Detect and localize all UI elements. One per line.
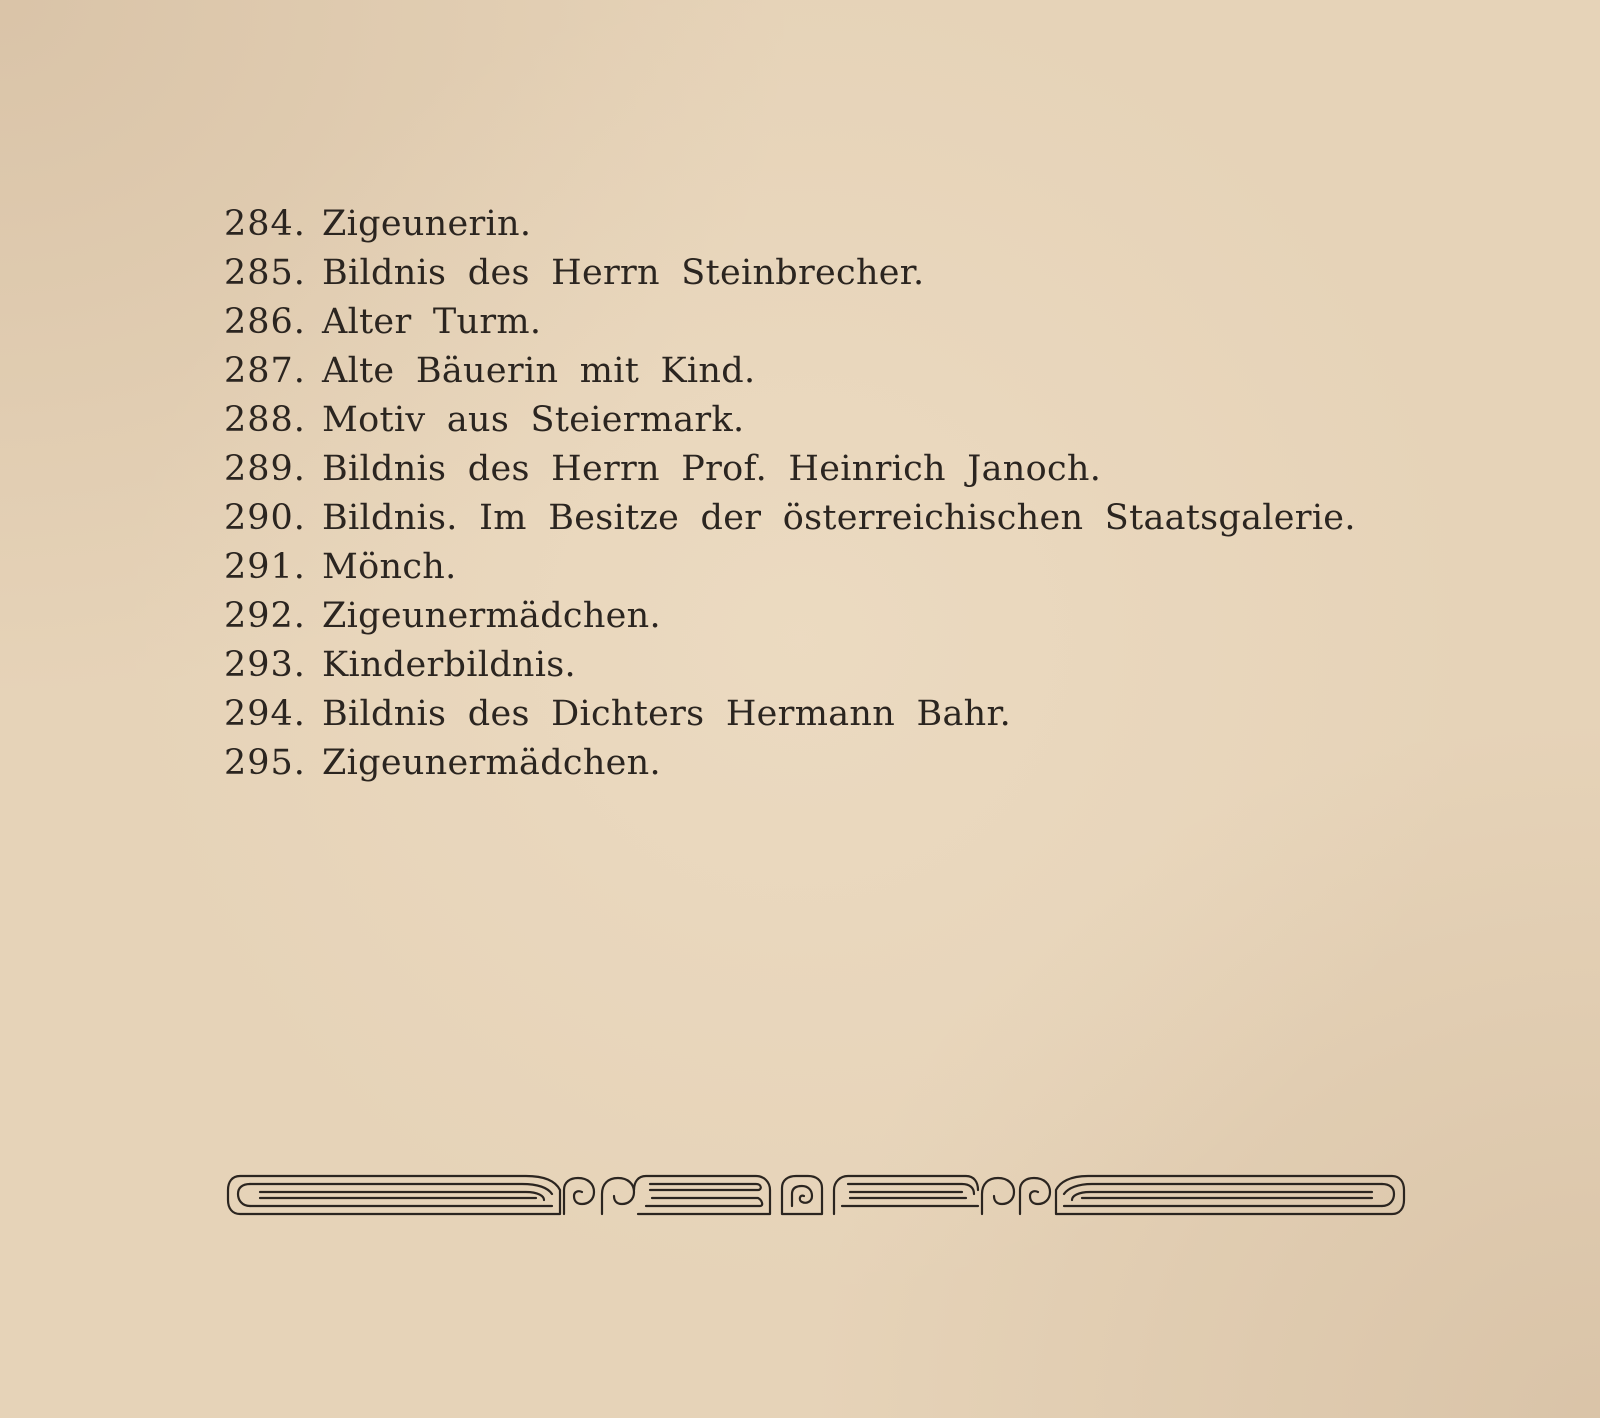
entry-number: 287.: [224, 351, 306, 391]
catalog-entry: [224, 543, 1356, 592]
entry-number: 286.: [224, 302, 306, 342]
entry-title: Zigeunermädchen.: [322, 596, 661, 636]
entry-number: 294.: [224, 694, 306, 734]
catalog-entry: [224, 739, 1356, 788]
entry-number: 285.: [224, 253, 306, 293]
catalog-entry: [224, 690, 1356, 739]
entry-title: Alter Turm.: [322, 302, 542, 342]
entry-number: 292.: [224, 596, 306, 636]
entry-title: Alte Bäuerin mit Kind.: [322, 351, 756, 391]
entry-number: 291.: [224, 547, 306, 587]
entry-title: Bildnis des Herrn Prof. Heinrich Janoch.: [322, 449, 1102, 489]
catalog-entry: [224, 445, 1356, 494]
entry-number: 295.: [224, 743, 306, 783]
entry-title: Bildnis des Herrn Steinbrecher.: [322, 253, 925, 293]
entry-number: 290.: [224, 498, 306, 538]
entry-title: Bildnis. Im Besitze der österreichischen Staatsgalerie.: [322, 498, 1356, 538]
catalog-entry: [224, 298, 1356, 347]
art-nouveau-border-ornament-icon: [226, 1172, 1406, 1218]
entry-title: Zigeunerin.: [322, 204, 532, 244]
entry-number: 289.: [224, 449, 306, 489]
entry-title: Kinderbildnis.: [322, 645, 576, 685]
catalog-entry: [224, 494, 1356, 543]
entry-number: 288.: [224, 400, 306, 440]
entry-number: 284.: [224, 204, 306, 244]
catalog-entry: [224, 200, 1356, 249]
entry-title: Bildnis des Dichters Hermann Bahr.: [322, 694, 1012, 734]
catalog-entry: [224, 347, 1356, 396]
catalog-entry: [224, 592, 1356, 641]
catalog-entry: [224, 641, 1356, 690]
entry-title: Zigeunermädchen.: [322, 743, 661, 783]
entry-number: 293.: [224, 645, 306, 685]
entry-title: Mönch.: [322, 547, 457, 587]
catalog-entry: [224, 396, 1356, 445]
entry-title: Motiv aus Steiermark.: [322, 400, 745, 440]
catalog-entry: [224, 249, 1356, 298]
catalog-list: [224, 200, 1356, 788]
